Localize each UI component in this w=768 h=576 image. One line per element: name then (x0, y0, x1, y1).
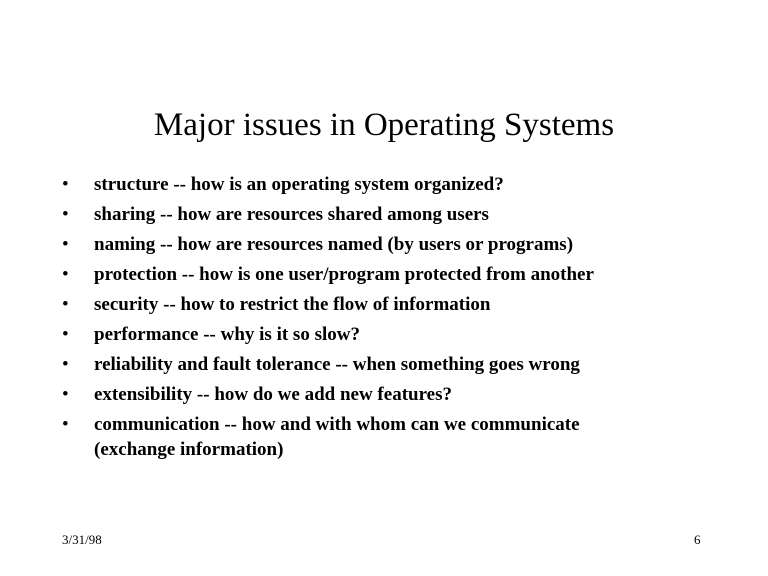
bullet-dot-icon: • (62, 384, 69, 405)
slide-title: Major issues in Operating Systems (153, 107, 615, 143)
bullet-item-sharing (58, 202, 718, 227)
bullet-text: reliability and fault tolerance -- when something goes wrong (94, 354, 580, 375)
bullet-dot-icon: • (62, 174, 69, 195)
bullet-dot-icon: • (62, 234, 69, 255)
bullet-text: naming -- how are resources named (by users or programs) (94, 234, 574, 255)
bullet-dot-icon: • (62, 294, 69, 315)
bullet-item-reliability (58, 352, 718, 377)
bullet-dot-icon: • (62, 204, 69, 225)
bullet-text: sharing -- how are resources shared among users (94, 204, 489, 225)
bullet-text: communication -- how and with whom can we communicate (exchange information) (94, 414, 580, 460)
bullet-item-performance (58, 322, 718, 347)
bullet-text: extensibility -- how do we add new features? (94, 384, 453, 405)
bullet-dot-icon: • (62, 354, 69, 375)
bullet-text: security -- how to restrict the flow of information (94, 294, 491, 315)
bullet-dot-icon: • (62, 324, 69, 345)
bullet-dot-icon: • (62, 264, 69, 285)
footer-page-number: 6 (694, 532, 701, 547)
bullet-text: protection -- how is one user/program protected from another (94, 264, 594, 285)
bullet-item-security (58, 292, 718, 317)
bullet-text: performance -- why is it so slow? (94, 324, 360, 345)
bullet-text: structure -- how is an operating system organized? (94, 174, 504, 195)
bullet-list (58, 172, 718, 467)
bullet-item-extensibility (58, 382, 718, 407)
bullet-item-protection (58, 262, 718, 287)
bullet-item-communication (58, 412, 718, 462)
bullet-item-structure (58, 172, 718, 197)
footer-date: 3/31/98 (62, 532, 102, 547)
bullet-item-naming (58, 232, 718, 257)
bullet-dot-icon: • (62, 414, 69, 435)
